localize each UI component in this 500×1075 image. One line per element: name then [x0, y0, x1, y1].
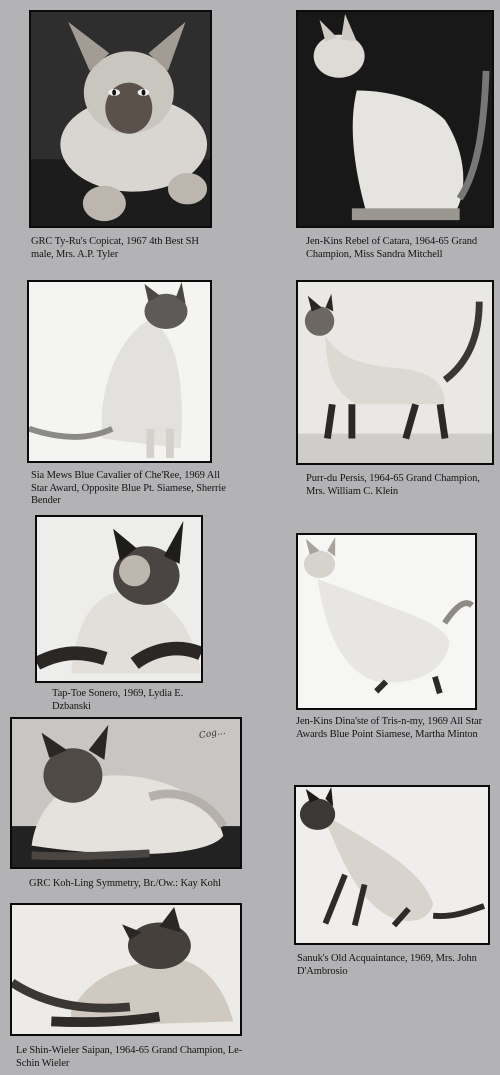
caption-jenkins-rebel: Jen-Kins Rebel of Catara, 1964-65 Grand Champion, Miss Sandra Mitchell: [306, 236, 478, 260]
cat-photo-le-shin: [10, 903, 242, 1036]
cat-photo-sanuk: [294, 785, 490, 945]
caption-dinaste: Jen-Kins Dina'ste of Tris-n-my, 1969 All Star Awards Blue Point Siamese, Martha Minton: [296, 716, 483, 740]
caption-tyru: GRC Ty-Ru's Copicat, 1967 4th Best SH male, Mrs. A.P. Tyler: [31, 236, 199, 260]
caption-purr-du: Purr-du Persis, 1964-65 Grand Champion, Mrs. William C. Klein: [306, 473, 480, 497]
caption-koh-ling: GRC Koh-Ling Symmetry, Br./Ow.: Kay Kohl: [29, 878, 221, 889]
cat-photo-tyru: [29, 10, 212, 228]
cat-photo-sia-mews: [27, 280, 212, 463]
caption-sia-mews: Sia Mews Blue Cavalier of Che'Ree, 1969 All Star Award, Opposite Blue Pt. Siamese, Sherrie Bender: [31, 470, 226, 506]
cat-photo-koh-ling: [10, 717, 242, 869]
cat-photo-dinaste: [296, 533, 477, 710]
caption-tap-toe: Tap-Toe Sonero, 1969, Lydia E. Dzbanski: [52, 688, 184, 712]
caption-sanuk: Sanuk's Old Acquaintance, 1969, Mrs. John D'Ambrosio: [297, 953, 477, 977]
caption-le-shin: Le Shin-Wieler Saipan, 1964-65 Grand Champion, Le-Schin Wieler: [16, 1045, 243, 1069]
cat-photo-purr-du: [296, 280, 494, 465]
photographer-signature: Cog...: [198, 726, 227, 742]
cat-photo-tap-toe: [35, 515, 203, 683]
cat-photo-jenkins-rebel: [296, 10, 494, 228]
